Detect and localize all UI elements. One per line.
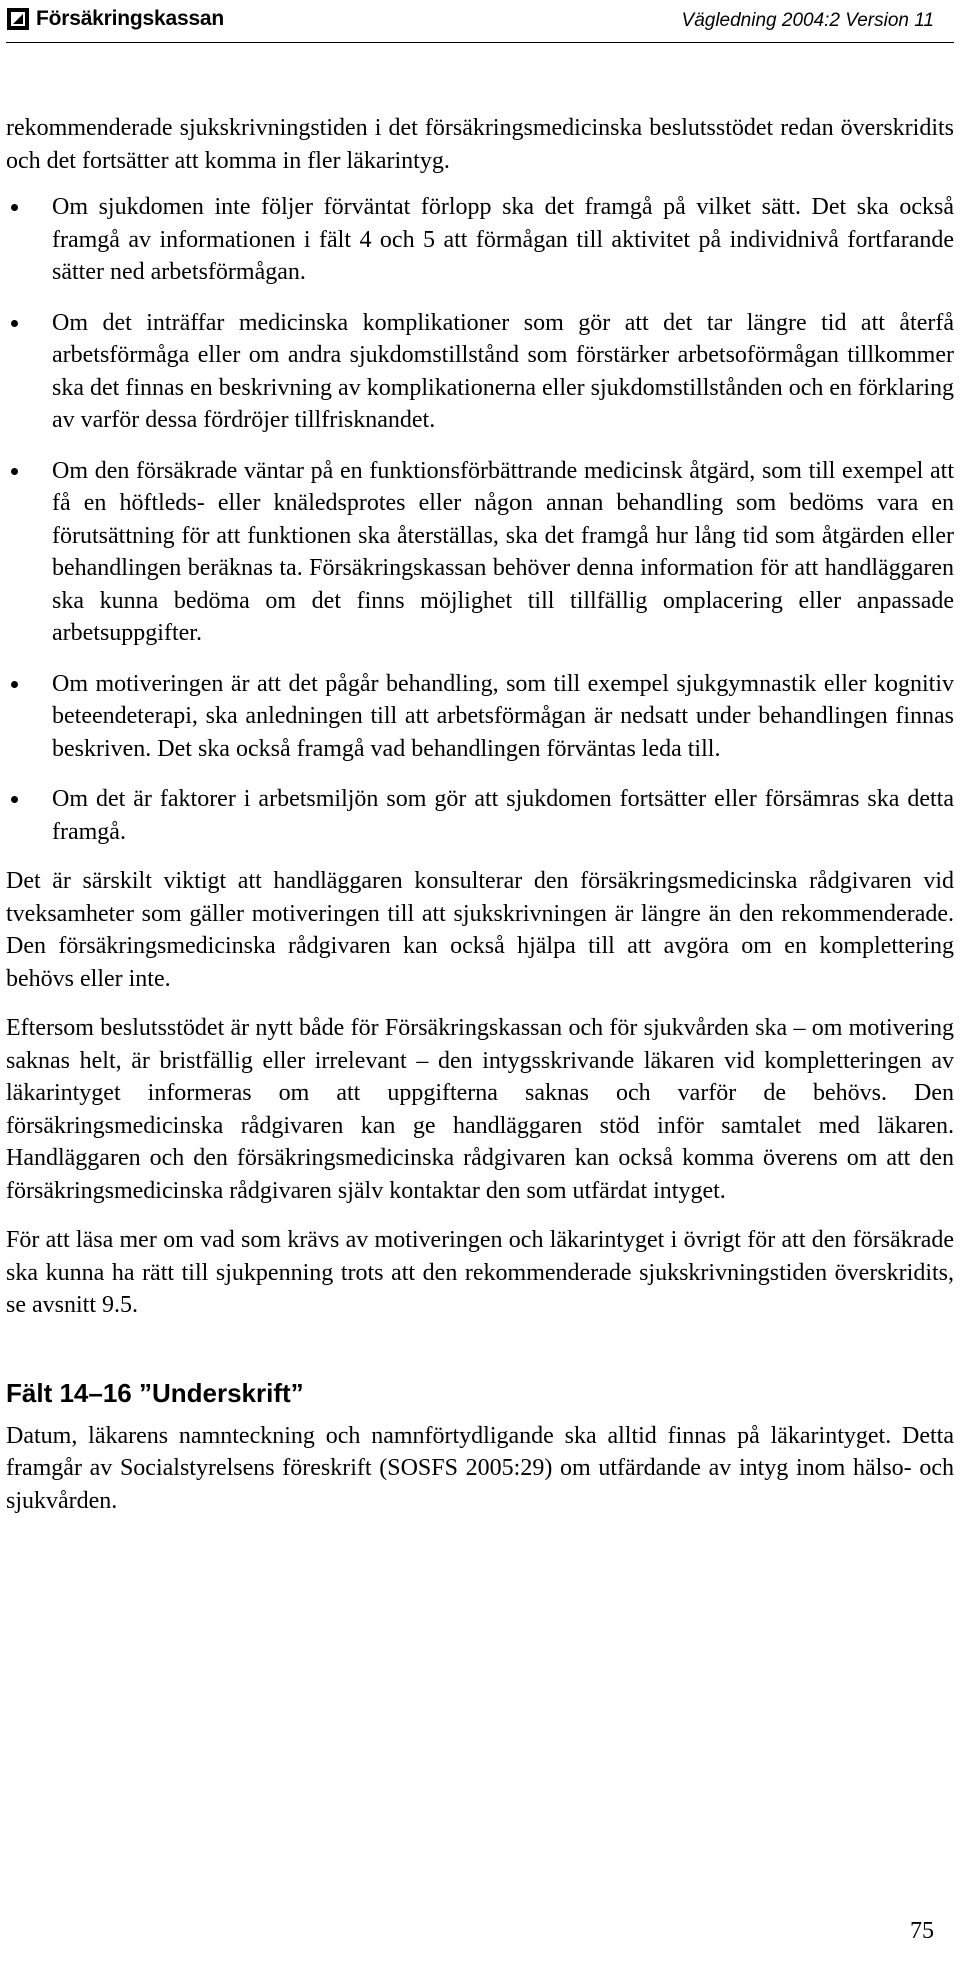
list-item-text: Om motiveringen är att det pågår behandling, som till exempel sjukgymnastik eller kognitiv beteendeterapi, ska anledningen till att arbetsförmågan är nedsatt under behandlingen finnas beskriven. Det ska också framgå vad behandlingen förväntas leda till. [52, 670, 954, 762]
list-item-text: Om den försäkrade väntar på en funktionsförbättrande medicinsk åtgärd, som till exempel att få en höftleds- eller knäledsprotes eller någon annan behandling som bedöms vara en förutsättning för att funktionen ska återställas, ska det framgå hur lång tid som åtgärden eller behandlingen beräknas ta. Försäkringskassan behöver denna information för att handläggaren ska kunna bedöma om det finns möjlighet till tillfällig omplacering eller anpassade arbetsuppgifter. [52, 457, 954, 646]
list-item [6, 191, 954, 289]
list-item [6, 307, 954, 437]
forsakringskassan-logo-icon [6, 7, 30, 31]
bullet-icon [11, 320, 18, 327]
list-item [6, 668, 954, 766]
paragraph: Eftersom beslutsstödet är nytt både för Försäkringskassan och för sjukvården ska – om motivering saknas helt, är bristfällig eller irrelevant – den intygsskrivande läkaren vid kompletteringen av läkarintyget informeras om att uppgifterna saknas och varför de behövs. Den försäkringsmedicinska rådgivaren kan ge handläggaren stöd inför samtalet med läkaren. Handläggaren och den försäkringsmedicinska rådgivaren kan också komma överens om att den försäkringsmedicinska rådgivaren själv kontaktar den som utfärdat intyget. [6, 1015, 954, 1204]
document-reference: Vägledning 2004:2 Version 11 [681, 10, 934, 31]
bullet-icon [11, 796, 18, 803]
page-number: 75 [910, 1918, 934, 1944]
bullet-icon [11, 681, 18, 688]
bullet-list [6, 191, 954, 848]
list-item-text: Om det inträffar medicinska komplikationer som gör att det tar längre tid att återfå arbetsförmåga eller om andra sjukdomstillstånd som förstärker arbetsoförmågan tillkommer ska det finnas en beskrivning av komplikationerna eller sjukdomstillstånden och en förklaring av varför dessa fördröjer tillfrisknandet. [52, 309, 954, 433]
bullet-icon [11, 204, 18, 211]
list-item [6, 455, 954, 650]
paragraph: För att läsa mer om vad som krävs av motiveringen och läkarintyget i övrigt för att den försäkrade ska kunna ha rätt till sjukpenning trots att den rekommenderade sjukskrivningstiden överskridits, se avsnitt 9.5. [6, 1227, 954, 1318]
list-item [6, 783, 954, 848]
list-item-text: Om det är faktorer i arbetsmiljön som gör att sjukdomen fortsätter eller försämras ska detta framgå. [52, 786, 954, 845]
list-item-text: Om sjukdomen inte följer förväntat förlopp ska det framgå på vilket sätt. Det ska också framgå av informationen i fält 4 och 5 att förmågan till aktivitet på individnivå fortfarande sätter ned arbetsförmågan. [52, 194, 954, 285]
bullet-icon [11, 468, 18, 475]
section-body: Datum, läkarens namnteckning och namnförtydligande ska alltid finnas på läkarintyget. Detta framgår av Socialstyrelsens föreskrift (SOSFS 2005:29) om utfärdande av intyg inom hälso- och sjukvården. [6, 1422, 954, 1514]
page-header [0, 0, 960, 46]
page-content [6, 112, 954, 1517]
paragraph: rekommenderade sjukskrivningstiden i det försäkringsmedicinska beslutsstödet redan överskridits och det fortsätter att komma in fler läkarintyg. [6, 115, 954, 174]
logo-text: Försäkringskassan [36, 7, 225, 30]
logo [6, 6, 224, 32]
paragraph: Det är särskilt viktigt att handläggaren konsulterar den försäkringsmedicinska rådgivaren vid tveksamheter som gäller motiveringen till att sjukskrivningen är längre än den rekommenderade. Den försäkringsmedicinska rådgivaren kan också hjälpa till att avgöra om en komplettering behövs eller inte. [6, 868, 954, 992]
section-heading: Fält 14–16 ”Underskrift” [6, 1377, 304, 1408]
header-rule [6, 42, 954, 43]
